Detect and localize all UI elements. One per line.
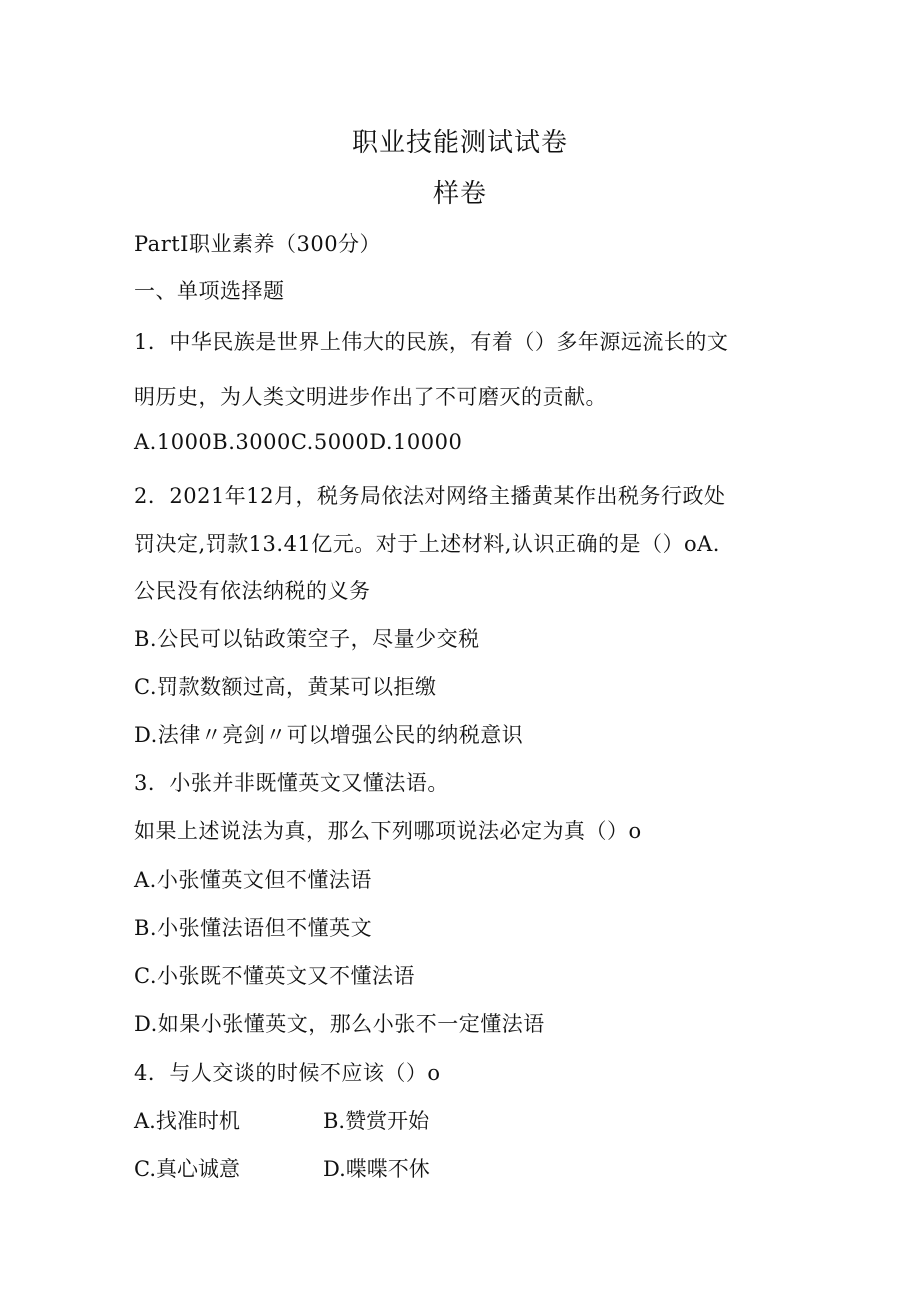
section-heading: 一、单项选择题 [134, 279, 285, 303]
question-2-option-c: C.罚款数额过高，黄某可以拒缴 [134, 675, 437, 699]
document-subtitle: 样卷 [432, 179, 487, 209]
question-2-option-b: B.公民可以钻政策空子，尽量少交税 [134, 627, 480, 651]
question-4-line-1: 4．与人交谈的时候不应该（）o [134, 1061, 441, 1085]
part-heading: PartI职业素养（300分） [134, 232, 382, 256]
question-4-options-row-2 [134, 1153, 430, 1183]
question-3-option-a: A.小张懂英文但不懂法语 [134, 868, 372, 892]
question-4-options-row-1 [134, 1105, 430, 1135]
question-4-option-c: C.真心诚意 [134, 1157, 240, 1181]
question-3-option-b: B.小张懂法语但不懂英文 [134, 916, 373, 940]
question-2-line-3: 公民没有依法纳税的义务 [134, 579, 371, 603]
question-4-option-b: B.赞赏开始 [323, 1109, 430, 1133]
question-2-line-1: 2．2021年12月，税务局依法对网络主播黄某作出税务行政处 [134, 484, 726, 508]
question-3-option-c: C.小张既不懂英文又不懂法语 [134, 964, 415, 988]
question-4-option-d: D.喋喋不休 [323, 1157, 430, 1181]
question-1-line-2: 明历史，为人类文明进步作出了不可磨灭的贡献。 [134, 385, 607, 409]
question-3-option-d: D.如果小张懂英文，那么小张不一定懂法语 [134, 1012, 545, 1036]
question-3-line-1: 3．小张并非既懂英文又懂法语。 [134, 771, 449, 795]
question-1-options: A.1000B.3000C.5000D.10000 [134, 430, 463, 454]
question-3-line-2: 如果上述说法为真，那么下列哪项说法必定为真（）o [134, 819, 642, 843]
question-2-option-d: D.法律〃亮剑〃可以增强公民的纳税意识 [134, 723, 524, 747]
document-title: 职业技能测试试卷 [351, 128, 568, 158]
question-2-line-2: 罚决定,罚款13.41亿元。对于上述材料,认识正确的是（）oA. [134, 532, 720, 556]
question-1-line-1: 1．中华民族是世界上伟大的民族，有着（）多年源远流长的文 [134, 330, 729, 354]
question-4-option-a: A.找准时机 [134, 1109, 240, 1133]
